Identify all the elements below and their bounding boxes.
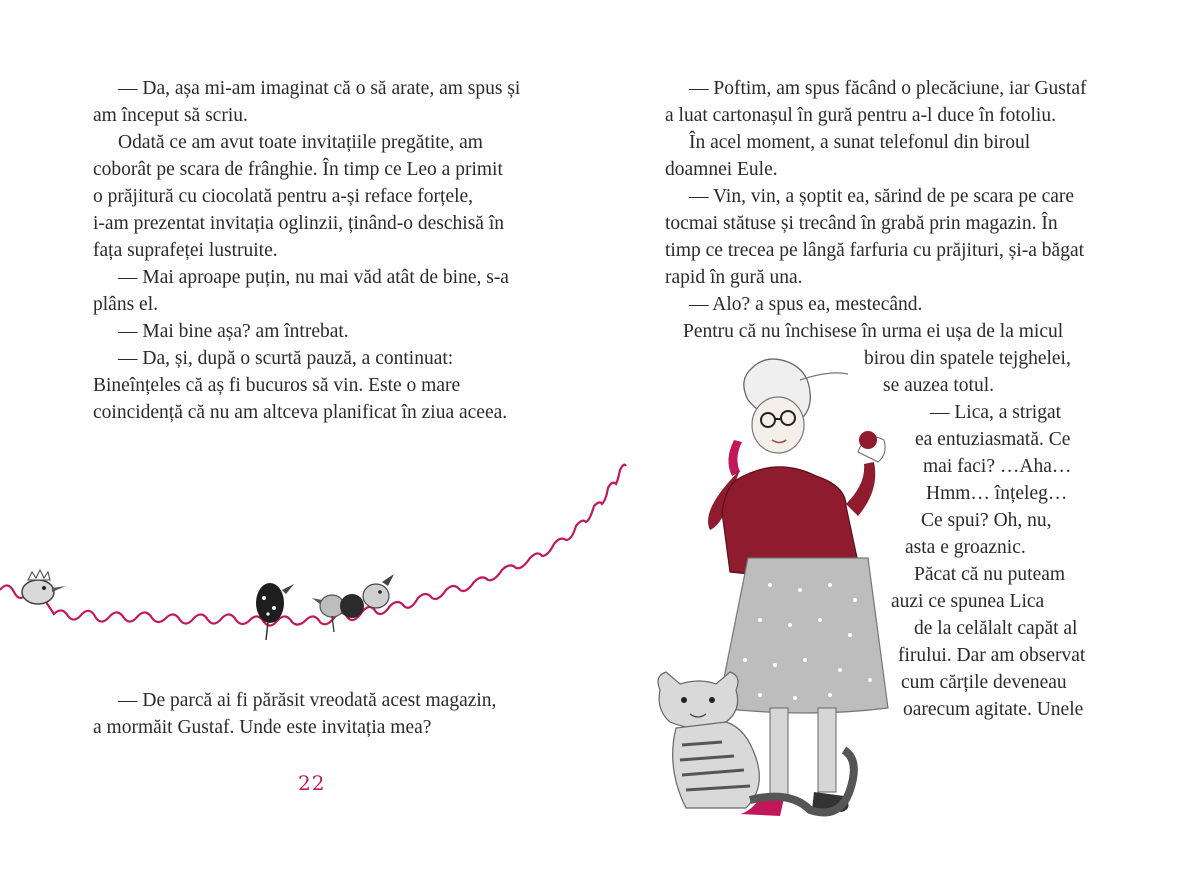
bird-grey-small [312, 595, 344, 632]
right-line-14: ea entuziasmată. Ce [915, 429, 1071, 450]
right-line-6: tocmai stătuse și trecând în grabă prin magazin. În [665, 213, 1058, 234]
left-line-6: i-am prezentat invitația oglinzii, ținând-o deschisă în [93, 213, 504, 234]
right-line-22: firului. Dar am observat [898, 645, 1086, 666]
right-line-7: timp ce trecea pe lângă farfuria cu prăjituri, și-a băgat [665, 240, 1085, 261]
left-line-1: — Da, așa mi-am imaginat că o să arate, am spus și [118, 78, 521, 99]
right-line-18: asta e groaznic. [905, 537, 1026, 558]
right-line-20: auzi ce spunea Lica [891, 591, 1045, 612]
right-line-5: — Vin, vin, a șoptit ea, sărind de pe scara pe care [689, 186, 1075, 207]
right-line-19: Păcat că nu puteam [914, 564, 1066, 585]
right-line-3: În acel moment, a sunat telefonul din biroul [689, 132, 1031, 153]
left-line-5: o prăjitură cu ciocolată pentru a-și reface forțele, [93, 186, 474, 207]
right-line-1: — Poftim, am spus făcând o plecăciune, iar Gustaf [689, 78, 1087, 99]
right-line-8: rapid în gură una. [665, 267, 803, 288]
cat-striped [658, 672, 854, 813]
left-line-11: — Da, și, după o scurtă pauză, a continuat: [118, 348, 454, 369]
right-line-9: — Alo? a spus ea, mestecând. [689, 294, 923, 315]
right-line-11: birou din spatele tejghelei, [864, 348, 1071, 369]
right-line-16: Hmm… înțeleg… [926, 483, 1068, 504]
right-line-23: cum cărțile deveneau [901, 672, 1067, 693]
phone-cord [0, 465, 626, 626]
woman-figure [708, 359, 888, 816]
left-bottom-line-2: a mormăit Gustaf. Unde este invitația mea? [93, 717, 432, 738]
left-line-4: coborât pe scara de frânghie. În timp ce Leo a primit [93, 159, 503, 180]
left-line-2: am început să scriu. [93, 105, 248, 126]
right-line-13: — Lica, a strigat [930, 402, 1062, 423]
left-line-8: — Mai aproape puțin, nu mai văd atât de bine, s-a [118, 267, 509, 288]
bird-crowned [22, 570, 66, 604]
bird-black-pair [340, 574, 394, 618]
right-line-24: oarecum agitate. Unele [903, 699, 1084, 720]
left-line-9: plâns el. [93, 294, 158, 315]
right-line-4: doamnei Eule. [665, 159, 778, 180]
left-bottom-line-1: — De parcă ai fi părăsit vreodată acest magazin, [118, 690, 497, 711]
right-line-15: mai faci? …Aha… [923, 456, 1072, 477]
right-line-10: Pentru că nu închisese în urma ei ușa de la micul [683, 321, 1064, 342]
right-line-2: a luat cartonașul în gură pentru a-l duce în fotoliu. [665, 105, 1056, 126]
right-line-17: Ce spui? Oh, nu, [921, 510, 1052, 531]
left-line-10: — Mai bine așa? am întrebat. [118, 321, 349, 342]
left-line-7: fața suprafeței lustruite. [93, 240, 278, 261]
left-line-13: coincidență că nu am altceva planificat în ziua aceea. [93, 402, 508, 423]
bird-black-spotted [256, 583, 294, 640]
left-line-12: Bineînțeles că aș fi bucuros să vin. Este o mare [93, 375, 461, 396]
right-line-12: se auzea totul. [883, 375, 994, 396]
right-line-21: de la celălalt capăt al [914, 618, 1078, 639]
page-number: 22 [298, 771, 326, 795]
left-line-3: Odată ce am avut toate invitațiile pregătite, am [118, 132, 483, 153]
